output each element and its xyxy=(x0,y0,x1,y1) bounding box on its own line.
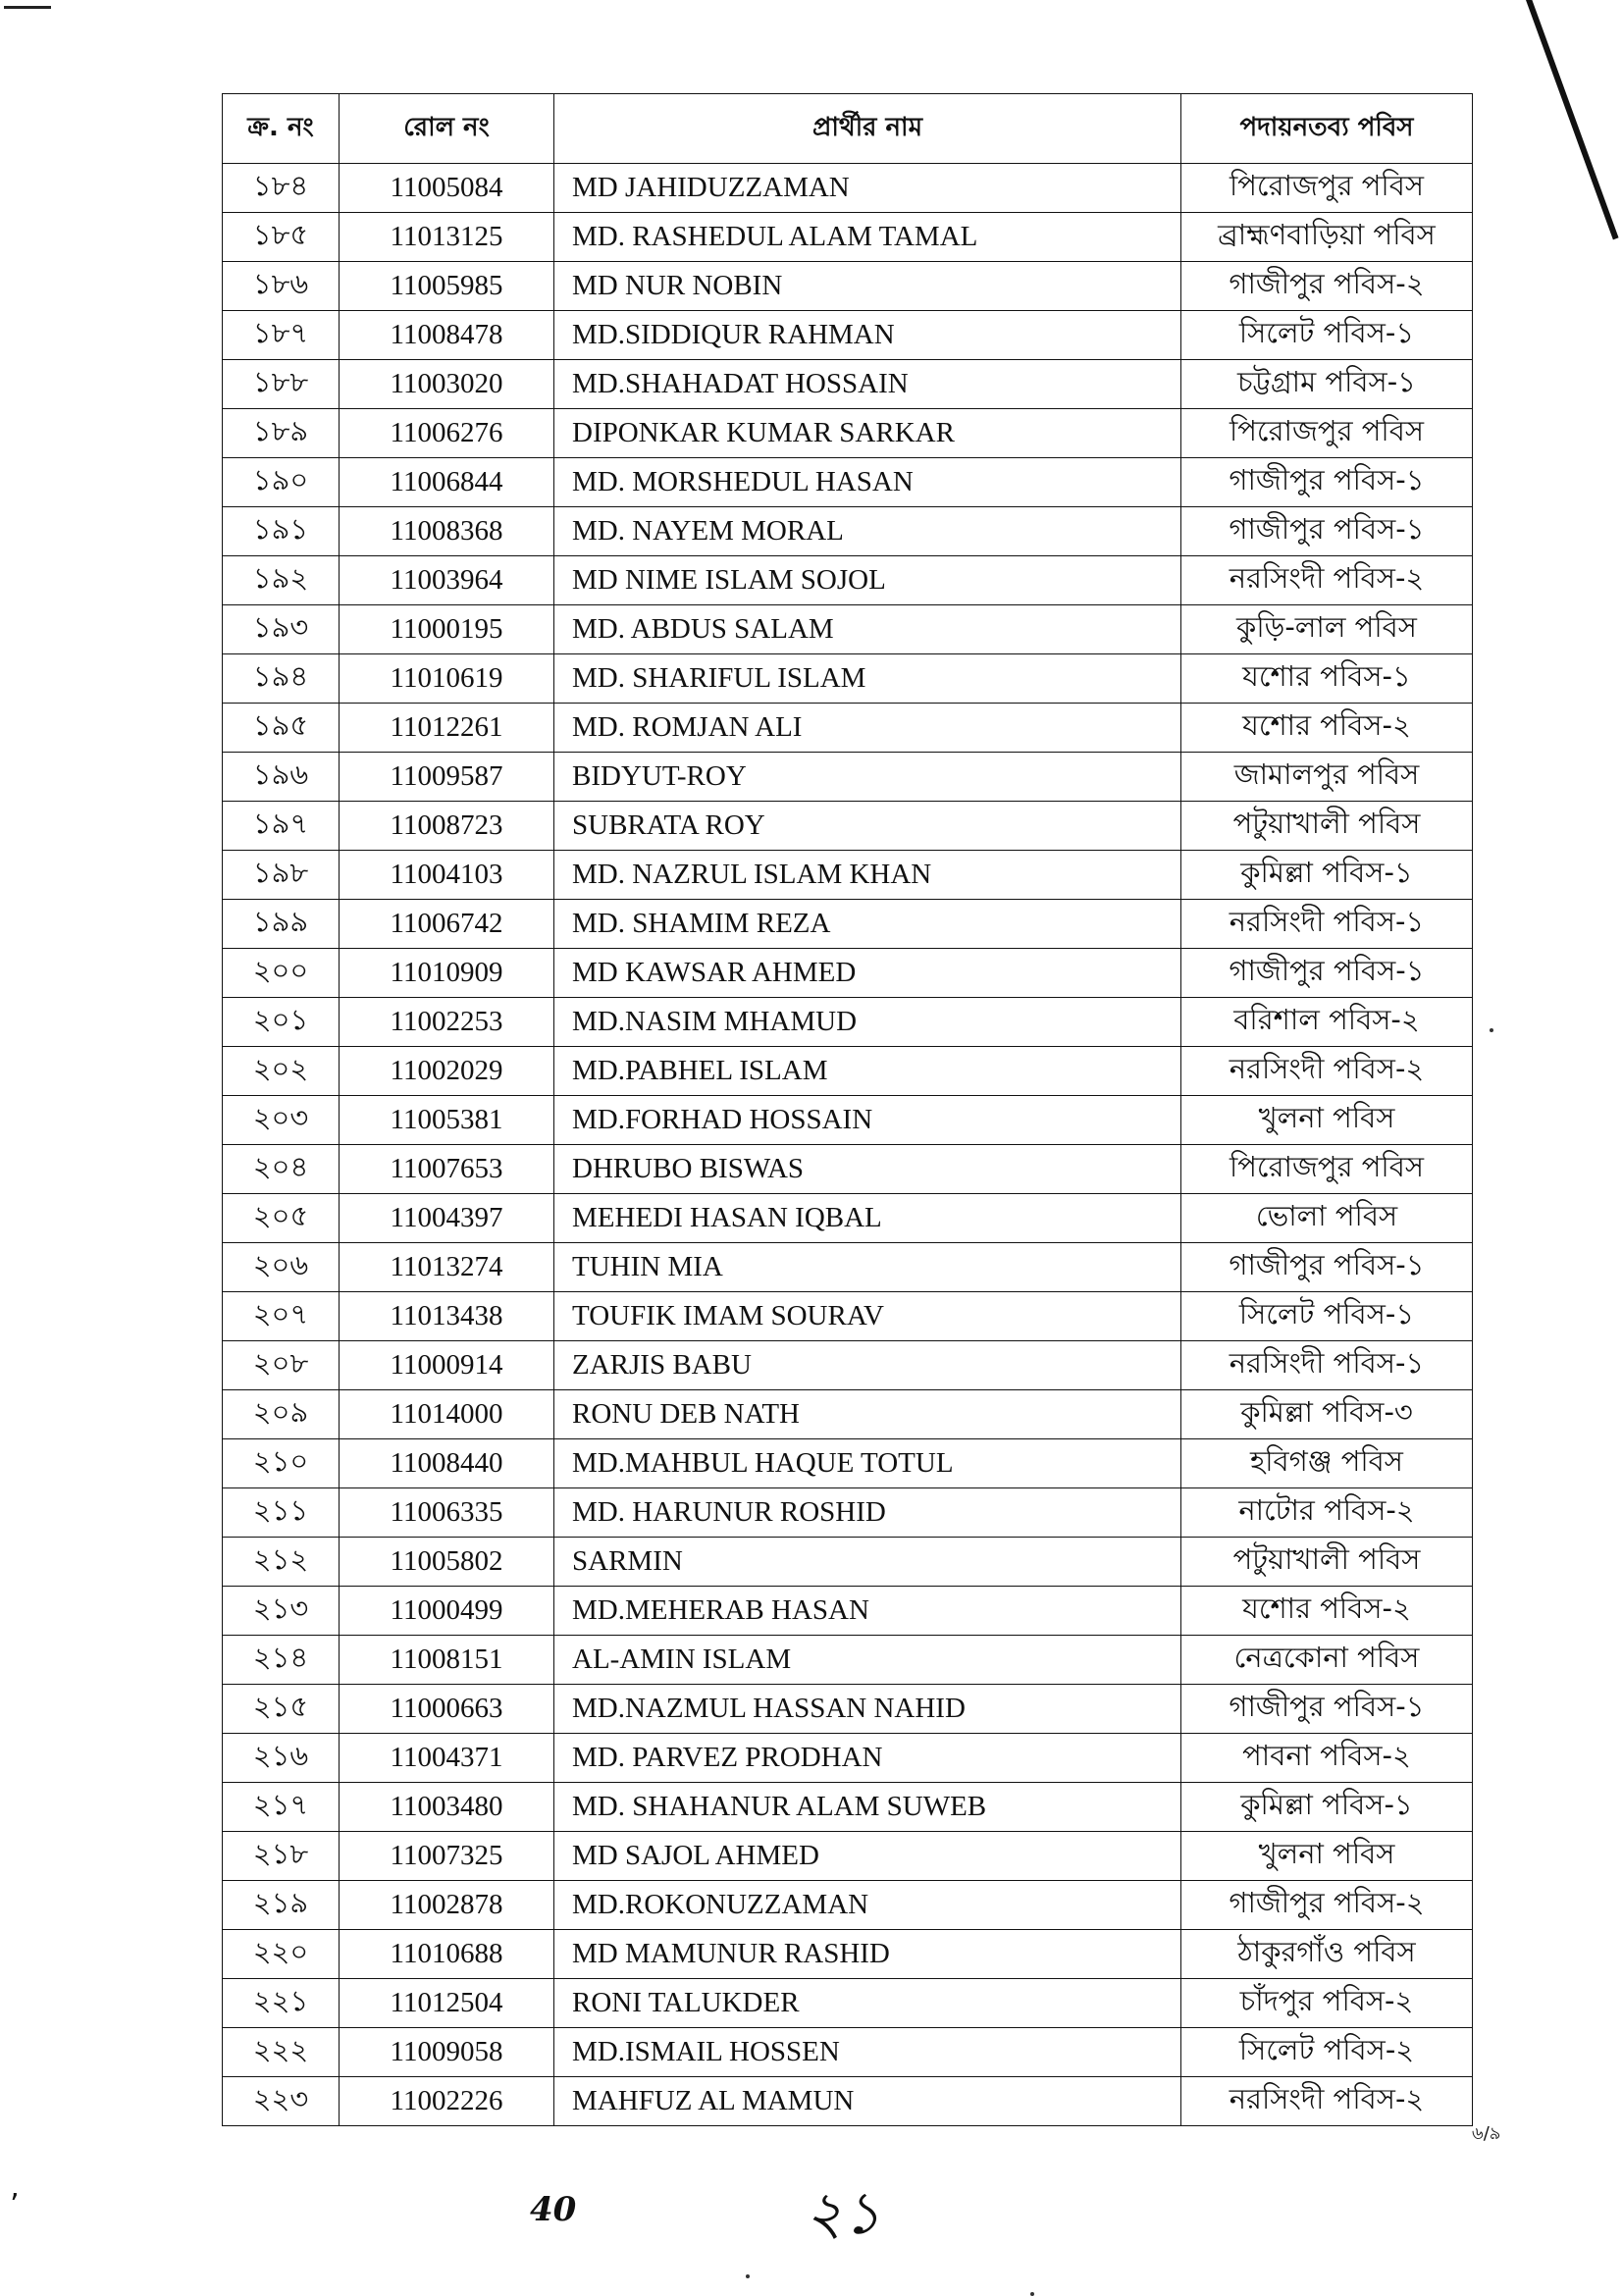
table-row xyxy=(223,2028,1473,2077)
cell-office: চাঁদপুর পবিস-২ xyxy=(1181,1979,1473,2028)
header-serial: ক্র. নং xyxy=(223,94,340,164)
cell-name: DHRUBO BISWAS xyxy=(554,1145,1181,1194)
cell-office: কুমিল্লা পবিস-৩ xyxy=(1181,1390,1473,1439)
cell-roll: 11006335 xyxy=(340,1488,554,1538)
candidate-table xyxy=(222,93,1473,2126)
cell-office: গাজীপুর পবিস-১ xyxy=(1181,949,1473,998)
table-row xyxy=(223,556,1473,605)
table-row xyxy=(223,164,1473,213)
cell-serial: ১৯০ xyxy=(223,458,340,507)
table-row xyxy=(223,1979,1473,2028)
cell-roll: 11000195 xyxy=(340,605,554,654)
cell-office: পিরোজপুর পবিস xyxy=(1181,164,1473,213)
scan-streak xyxy=(1526,0,1619,239)
cell-roll: 11005084 xyxy=(340,164,554,213)
cell-serial: ২০৬ xyxy=(223,1243,340,1292)
cell-serial: ২১০ xyxy=(223,1439,340,1488)
table-row xyxy=(223,900,1473,949)
cell-serial: ১৮৪ xyxy=(223,164,340,213)
cell-office: জামালপুর পবিস xyxy=(1181,753,1473,802)
cell-serial: ১৯৮ xyxy=(223,851,340,900)
cell-roll: 11004397 xyxy=(340,1194,554,1243)
cell-office: নরসিংদী পবিস-২ xyxy=(1181,1047,1473,1096)
cell-roll: 11008151 xyxy=(340,1636,554,1685)
table-row xyxy=(223,1047,1473,1096)
cell-serial: ২১৩ xyxy=(223,1587,340,1636)
cell-serial: ১৯৫ xyxy=(223,704,340,753)
cell-office: নাটোর পবিস-২ xyxy=(1181,1488,1473,1538)
cell-roll: 11006276 xyxy=(340,409,554,458)
table-row xyxy=(223,605,1473,654)
scan-tick: ’ xyxy=(10,2188,20,2222)
table-row xyxy=(223,1783,1473,1832)
scan-mark xyxy=(4,6,51,9)
cell-office: নেত্রকোনা পবিস xyxy=(1181,1636,1473,1685)
cell-roll: 11000499 xyxy=(340,1587,554,1636)
cell-office: চট্টগ্রাম পবিস-১ xyxy=(1181,360,1473,409)
cell-name: MD NIME ISLAM SOJOL xyxy=(554,556,1181,605)
cell-name: MD.FORHAD HOSSAIN xyxy=(554,1096,1181,1145)
scan-speck xyxy=(1490,1028,1493,1032)
cell-serial: ২০৩ xyxy=(223,1096,340,1145)
cell-office: গাজীপুর পবিস-১ xyxy=(1181,1685,1473,1734)
cell-serial: ২০৯ xyxy=(223,1390,340,1439)
page-number: ৬/৯ xyxy=(1472,2123,1501,2144)
cell-serial: ১৯৪ xyxy=(223,654,340,704)
table-row xyxy=(223,311,1473,360)
cell-name: MAHFUZ AL MAMUN xyxy=(554,2077,1181,2126)
cell-office: কুমিল্লা পবিস-১ xyxy=(1181,851,1473,900)
table-row xyxy=(223,2077,1473,2126)
cell-name: SUBRATA ROY xyxy=(554,802,1181,851)
cell-office: হবিগঞ্জ পবিস xyxy=(1181,1439,1473,1488)
table-row xyxy=(223,1832,1473,1881)
cell-serial: ১৯৭ xyxy=(223,802,340,851)
cell-office: নরসিংদী পবিস-১ xyxy=(1181,900,1473,949)
table-row xyxy=(223,409,1473,458)
table-header-row xyxy=(223,94,1473,164)
table-body xyxy=(223,164,1473,2126)
cell-name: MD. SHAHANUR ALAM SUWEB xyxy=(554,1783,1181,1832)
cell-roll: 11003480 xyxy=(340,1783,554,1832)
cell-roll: 11008478 xyxy=(340,311,554,360)
cell-roll: 11010688 xyxy=(340,1930,554,1979)
cell-office: পাবনা পবিস-২ xyxy=(1181,1734,1473,1783)
cell-name: MD. MORSHEDUL HASAN xyxy=(554,458,1181,507)
cell-office: ব্রাহ্মণবাড়িয়া পবিস xyxy=(1181,213,1473,262)
table-row xyxy=(223,1538,1473,1587)
cell-name: MD. SHARIFUL ISLAM xyxy=(554,654,1181,704)
cell-name: MD.ROKONUZZAMAN xyxy=(554,1881,1181,1930)
cell-name: DIPONKAR KUMAR SARKAR xyxy=(554,409,1181,458)
cell-name: MD.MEHERAB HASAN xyxy=(554,1587,1181,1636)
table-row xyxy=(223,802,1473,851)
cell-serial: ২০২ xyxy=(223,1047,340,1096)
cell-roll: 11008440 xyxy=(340,1439,554,1488)
cell-roll: 11012261 xyxy=(340,704,554,753)
header-name: প্রার্থীর নাম xyxy=(554,94,1181,164)
cell-roll: 11010619 xyxy=(340,654,554,704)
header-roll: রোল নং xyxy=(340,94,554,164)
cell-roll: 11002029 xyxy=(340,1047,554,1096)
table-row xyxy=(223,1587,1473,1636)
cell-name: MD.PABHEL ISLAM xyxy=(554,1047,1181,1096)
cell-serial: ১৮৭ xyxy=(223,311,340,360)
cell-serial: ২২০ xyxy=(223,1930,340,1979)
cell-name: MD.SHAHADAT HOSSAIN xyxy=(554,360,1181,409)
cell-roll: 11013274 xyxy=(340,1243,554,1292)
cell-serial: ২০৪ xyxy=(223,1145,340,1194)
cell-name: MD. PARVEZ PRODHAN xyxy=(554,1734,1181,1783)
cell-roll: 11005802 xyxy=(340,1538,554,1587)
cell-name: BIDYUT-ROY xyxy=(554,753,1181,802)
table-row xyxy=(223,704,1473,753)
cell-serial: ২২১ xyxy=(223,1979,340,2028)
cell-name: TOUFIK IMAM SOURAV xyxy=(554,1292,1181,1341)
cell-office: গাজীপুর পবিস-১ xyxy=(1181,458,1473,507)
cell-name: MD. NAYEM MORAL xyxy=(554,507,1181,556)
cell-office: পটুয়াখালী পবিস xyxy=(1181,1538,1473,1587)
cell-roll: 11004103 xyxy=(340,851,554,900)
table-row xyxy=(223,1096,1473,1145)
table-row xyxy=(223,949,1473,998)
cell-serial: ২০৮ xyxy=(223,1341,340,1390)
table-row xyxy=(223,1341,1473,1390)
table-row xyxy=(223,851,1473,900)
table-row xyxy=(223,1930,1473,1979)
cell-office: কুড়ি-লাল পবিস xyxy=(1181,605,1473,654)
table-row xyxy=(223,213,1473,262)
cell-roll: 11002878 xyxy=(340,1881,554,1930)
cell-name: AL-AMIN ISLAM xyxy=(554,1636,1181,1685)
cell-name: MD SAJOL AHMED xyxy=(554,1832,1181,1881)
cell-name: MD. ROMJAN ALI xyxy=(554,704,1181,753)
cell-office: পিরোজপুর পবিস xyxy=(1181,1145,1473,1194)
table-row xyxy=(223,1685,1473,1734)
cell-roll: 11005985 xyxy=(340,262,554,311)
cell-serial: ২১২ xyxy=(223,1538,340,1587)
cell-serial: ১৮৮ xyxy=(223,360,340,409)
cell-name: RONU DEB NATH xyxy=(554,1390,1181,1439)
header-office: পদায়নতব্য পবিস xyxy=(1181,94,1473,164)
cell-office: যশোর পবিস-২ xyxy=(1181,704,1473,753)
cell-serial: ২১৫ xyxy=(223,1685,340,1734)
cell-name: TUHIN MIA xyxy=(554,1243,1181,1292)
cell-roll: 11000663 xyxy=(340,1685,554,1734)
cell-name: MD KAWSAR AHMED xyxy=(554,949,1181,998)
cell-name: MD.SIDDIQUR RAHMAN xyxy=(554,311,1181,360)
cell-name: MD JAHIDUZZAMAN xyxy=(554,164,1181,213)
table-row xyxy=(223,654,1473,704)
cell-office: সিলেট পবিস-১ xyxy=(1181,311,1473,360)
cell-roll: 11000914 xyxy=(340,1341,554,1390)
cell-serial: ১৯৬ xyxy=(223,753,340,802)
initials-mark: 40 xyxy=(530,2190,577,2229)
cell-roll: 11009587 xyxy=(340,753,554,802)
cell-office: নরসিংদী পবিস-২ xyxy=(1181,2077,1473,2126)
cell-office: ঠাকুরগাঁও পবিস xyxy=(1181,1930,1473,1979)
cell-roll: 11013125 xyxy=(340,213,554,262)
cell-name: MD. RASHEDUL ALAM TAMAL xyxy=(554,213,1181,262)
cell-office: নরসিংদী পবিস-২ xyxy=(1181,556,1473,605)
cell-name: MD. HARUNUR ROSHID xyxy=(554,1488,1181,1538)
table-row xyxy=(223,458,1473,507)
table-row xyxy=(223,507,1473,556)
cell-name: MEHEDI HASAN IQBAL xyxy=(554,1194,1181,1243)
cell-serial: ২১৮ xyxy=(223,1832,340,1881)
cell-office: কুমিল্লা পবিস-১ xyxy=(1181,1783,1473,1832)
cell-serial: ১৮৫ xyxy=(223,213,340,262)
cell-serial: ২০৫ xyxy=(223,1194,340,1243)
cell-office: ভোলা পবিস xyxy=(1181,1194,1473,1243)
cell-office: সিলেট পবিস-১ xyxy=(1181,1292,1473,1341)
cell-office: গাজীপুর পবিস-২ xyxy=(1181,262,1473,311)
cell-roll: 11006742 xyxy=(340,900,554,949)
cell-serial: ২১৪ xyxy=(223,1636,340,1685)
cell-roll: 11013438 xyxy=(340,1292,554,1341)
cell-name: MD.ISMAIL HOSSEN xyxy=(554,2028,1181,2077)
cell-name: RONI TALUKDER xyxy=(554,1979,1181,2028)
table-row xyxy=(223,753,1473,802)
table-row xyxy=(223,998,1473,1047)
cell-roll: 11008723 xyxy=(340,802,554,851)
cell-serial: ২১৯ xyxy=(223,1881,340,1930)
cell-name: MD. ABDUS SALAM xyxy=(554,605,1181,654)
cell-serial: ১৯২ xyxy=(223,556,340,605)
cell-serial: ১৯৯ xyxy=(223,900,340,949)
cell-name: ZARJIS BABU xyxy=(554,1341,1181,1390)
cell-name: SARMIN xyxy=(554,1538,1181,1587)
table-row xyxy=(223,1488,1473,1538)
cell-serial: ২০১ xyxy=(223,998,340,1047)
scan-speck xyxy=(746,2274,750,2278)
cell-office: গাজীপুর পবিস-২ xyxy=(1181,1881,1473,1930)
table-row xyxy=(223,1145,1473,1194)
cell-office: সিলেট পবিস-২ xyxy=(1181,2028,1473,2077)
cell-name: MD. NAZRUL ISLAM KHAN xyxy=(554,851,1181,900)
cell-roll: 11006844 xyxy=(340,458,554,507)
cell-roll: 11010909 xyxy=(340,949,554,998)
table-row xyxy=(223,1390,1473,1439)
cell-serial: ২১৭ xyxy=(223,1783,340,1832)
cell-roll: 11004371 xyxy=(340,1734,554,1783)
cell-office: খুলনা পবিস xyxy=(1181,1832,1473,1881)
cell-office: খুলনা পবিস xyxy=(1181,1096,1473,1145)
cell-serial: ১৯৩ xyxy=(223,605,340,654)
table-row xyxy=(223,1734,1473,1783)
cell-office: গাজীপুর পবিস-১ xyxy=(1181,1243,1473,1292)
table-row xyxy=(223,360,1473,409)
cell-serial: ২২২ xyxy=(223,2028,340,2077)
table-row xyxy=(223,1194,1473,1243)
cell-name: MD NUR NOBIN xyxy=(554,262,1181,311)
cell-serial: ২১৬ xyxy=(223,1734,340,1783)
cell-roll: 11008368 xyxy=(340,507,554,556)
table-row xyxy=(223,1292,1473,1341)
cell-office: যশোর পবিস-২ xyxy=(1181,1587,1473,1636)
cell-roll: 11002253 xyxy=(340,998,554,1047)
cell-name: MD. SHAMIM REZA xyxy=(554,900,1181,949)
cell-roll: 11007325 xyxy=(340,1832,554,1881)
cell-office: বরিশাল পবিস-২ xyxy=(1181,998,1473,1047)
cell-serial: ১৮৬ xyxy=(223,262,340,311)
cell-office: নরসিংদী পবিস-১ xyxy=(1181,1341,1473,1390)
cell-roll: 11003964 xyxy=(340,556,554,605)
cell-office: পিরোজপুর পবিস xyxy=(1181,409,1473,458)
cell-name: MD.NASIM MHAMUD xyxy=(554,998,1181,1047)
cell-roll: 11009058 xyxy=(340,2028,554,2077)
cell-roll: 11012504 xyxy=(340,1979,554,2028)
cell-roll: 11002226 xyxy=(340,2077,554,2126)
table-row xyxy=(223,1881,1473,1930)
cell-serial: ১৯১ xyxy=(223,507,340,556)
cell-roll: 11014000 xyxy=(340,1390,554,1439)
signature-mark: ২১ xyxy=(805,2179,881,2248)
cell-name: MD.NAZMUL HASSAN NAHID xyxy=(554,1685,1181,1734)
cell-office: গাজীপুর পবিস-১ xyxy=(1181,507,1473,556)
cell-name: MD MAMUNUR RASHID xyxy=(554,1930,1181,1979)
table-row xyxy=(223,1439,1473,1488)
table-row xyxy=(223,1636,1473,1685)
cell-serial: ২০৭ xyxy=(223,1292,340,1341)
cell-serial: ২২৩ xyxy=(223,2077,340,2126)
table-row xyxy=(223,1243,1473,1292)
cell-roll: 11007653 xyxy=(340,1145,554,1194)
cell-office: পটুয়াখালী পবিস xyxy=(1181,802,1473,851)
cell-office: যশোর পবিস-১ xyxy=(1181,654,1473,704)
cell-serial: ২১১ xyxy=(223,1488,340,1538)
cell-name: MD.MAHBUL HAQUE TOTUL xyxy=(554,1439,1181,1488)
scan-speck xyxy=(1030,2292,1034,2296)
table-row xyxy=(223,262,1473,311)
cell-roll: 11005381 xyxy=(340,1096,554,1145)
cell-serial: ১৮৯ xyxy=(223,409,340,458)
cell-roll: 11003020 xyxy=(340,360,554,409)
cell-serial: ২০০ xyxy=(223,949,340,998)
